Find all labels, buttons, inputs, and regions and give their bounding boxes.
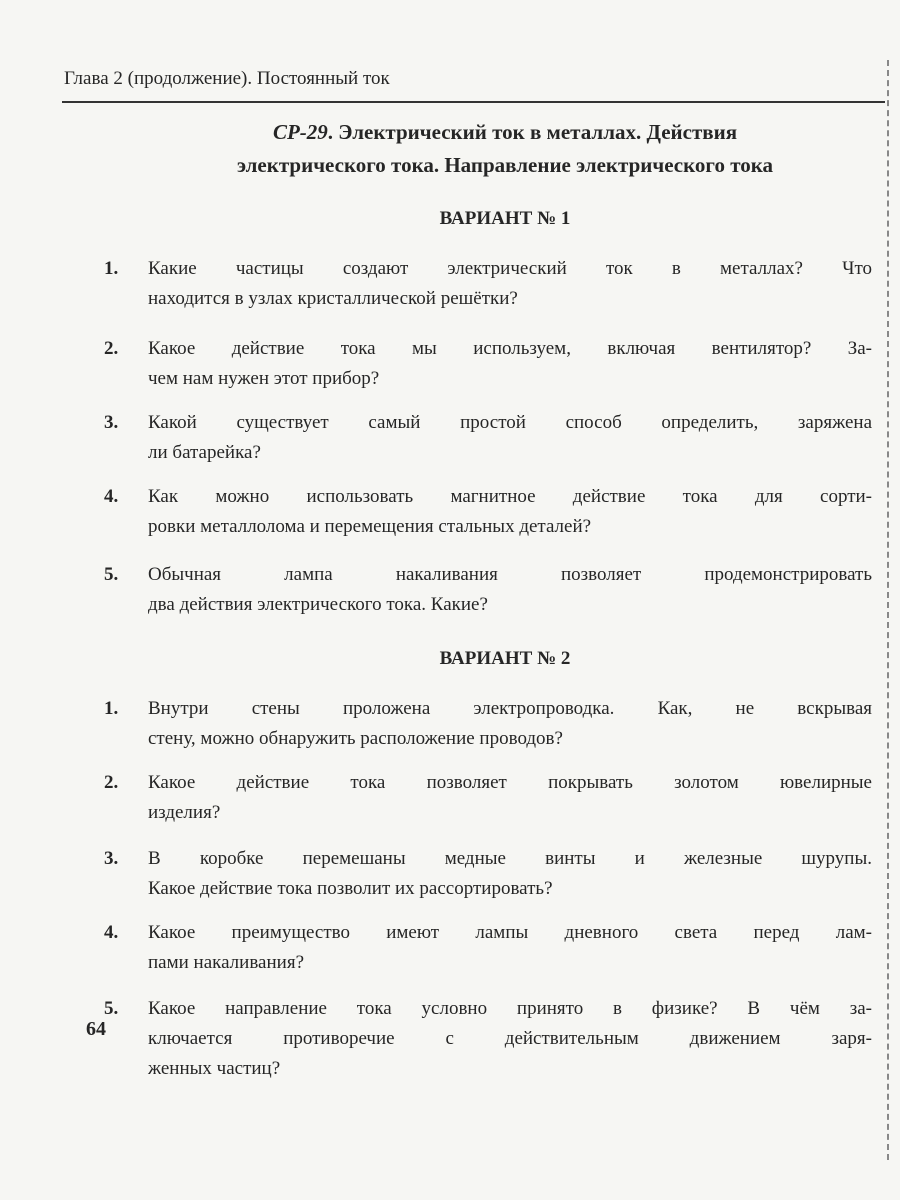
variant-heading-1: ВАРИАНТ № 1 bbox=[439, 208, 571, 229]
question-text bbox=[148, 482, 872, 542]
question-line: Какой существует самый простой способ определить, заряжена bbox=[148, 412, 872, 433]
header-rule bbox=[62, 101, 885, 103]
question-line: Какое действие тока позволит их рассортировать? bbox=[148, 878, 553, 899]
question-line: находится в узлах кристаллической решётки? bbox=[148, 288, 518, 309]
question-line: пами накаливания? bbox=[148, 952, 304, 973]
question-line: женных частиц? bbox=[148, 1058, 281, 1079]
question-text bbox=[148, 694, 872, 754]
question-line: ли батарейка? bbox=[148, 442, 261, 463]
question-number: 5. bbox=[104, 998, 119, 1019]
question-number: 5. bbox=[104, 564, 119, 585]
title-code: СР-29 bbox=[272, 120, 328, 144]
title-line-1 bbox=[100, 120, 900, 145]
question-text bbox=[148, 994, 872, 1084]
question-line: Какое преимущество имеют лампы дневного света перед лам- bbox=[148, 922, 872, 943]
question-text bbox=[148, 254, 872, 314]
variant-heading-2: ВАРИАНТ № 2 bbox=[439, 648, 571, 669]
question-text bbox=[148, 334, 872, 394]
question-line: Обычная лампа накаливания позволяет продемонстрировать bbox=[148, 564, 872, 585]
question-text bbox=[148, 768, 872, 828]
title-line-2: электрического тока. Направление электрического тока bbox=[236, 153, 774, 177]
question-text bbox=[148, 560, 872, 620]
question-line: Какое направление тока условно принято в физике? В чём за- bbox=[148, 998, 872, 1019]
question-text bbox=[148, 408, 872, 468]
question-number: 3. bbox=[104, 412, 119, 433]
question-text bbox=[148, 918, 872, 978]
question-line: два действия электрического тока. Какие? bbox=[148, 594, 488, 615]
question-line: Какие частицы создают электрический ток в металлах? Что bbox=[148, 258, 872, 279]
question-line: изделия? bbox=[148, 802, 221, 823]
question-number: 2. bbox=[104, 772, 119, 793]
question-line: стену, можно обнаружить расположение проводов? bbox=[148, 728, 563, 749]
question-number: 1. bbox=[104, 698, 119, 719]
question-number: 1. bbox=[104, 258, 119, 279]
page-number: 64 bbox=[86, 1018, 106, 1040]
question-line: Какое действие тока мы используем, включая вентилятор? За- bbox=[148, 338, 872, 359]
question-line: чем нам нужен этот прибор? bbox=[148, 368, 380, 389]
question-line: ключается противоречие с действительным движением заря- bbox=[148, 1028, 872, 1049]
question-line: Какое действие тока позволяет покрывать золотом ювелирные bbox=[148, 772, 872, 793]
question-line: В коробке перемешаны медные винты и железные шурупы. bbox=[148, 848, 872, 869]
running-header: Глава 2 (продолжение). Постоянный ток bbox=[64, 68, 390, 89]
question-text bbox=[148, 844, 872, 904]
question-number: 4. bbox=[104, 486, 119, 507]
question-line: Внутри стены проложена электропроводка. Как, не вскрывая bbox=[148, 698, 872, 719]
question-number: 2. bbox=[104, 338, 119, 359]
question-number: 3. bbox=[104, 848, 119, 869]
question-number: 4. bbox=[104, 922, 119, 943]
question-line: ровки металлолома и перемещения стальных деталей? bbox=[148, 516, 592, 537]
title-text: . Электрический ток в металлах. Действия bbox=[327, 120, 738, 144]
question-line: Как можно использовать магнитное действие тока для сорти- bbox=[148, 486, 872, 507]
